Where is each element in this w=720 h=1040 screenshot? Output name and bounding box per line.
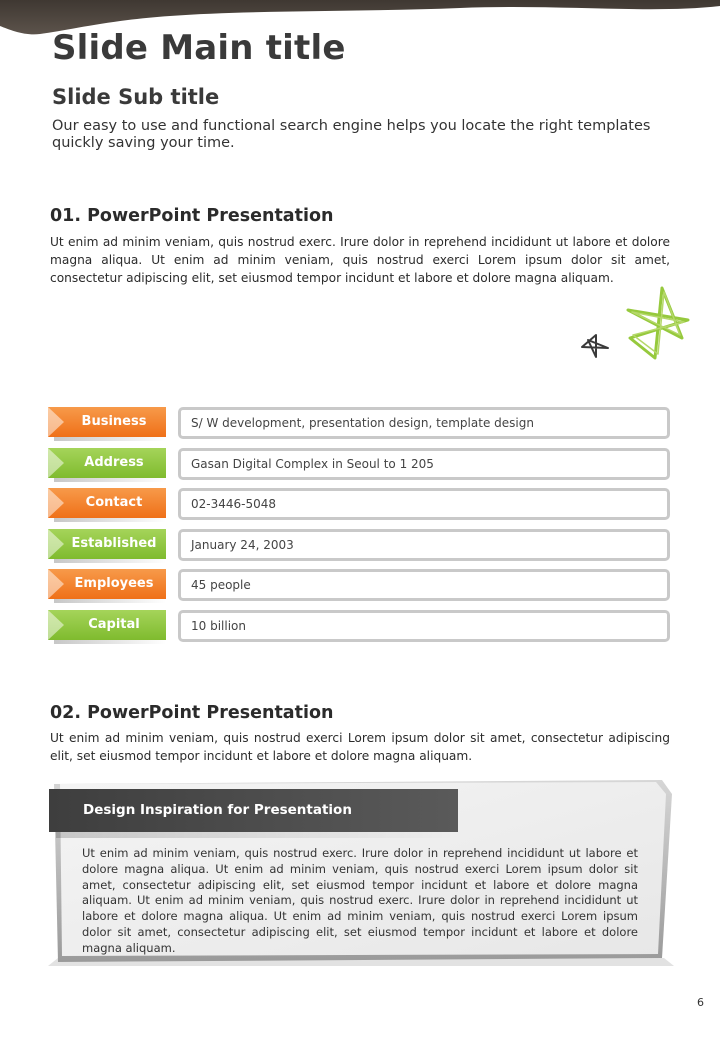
page-number: 6 — [697, 996, 704, 1009]
intro-text: Our easy to use and functional search engine helps you locate the right templates quickly saving your time. — [52, 118, 651, 151]
section-2-heading: 02. PowerPoint Presentation — [50, 703, 334, 723]
page-title: Slide Main title — [52, 28, 346, 68]
info-value: January 24, 2003 — [178, 529, 670, 561]
info-row-established — [46, 529, 670, 563]
info-value: 02-3446-5048 — [178, 488, 670, 520]
panel-title: Design Inspiration for Presentation — [83, 802, 352, 818]
info-label: Employees — [74, 576, 154, 591]
section-2-body: Ut enim ad minim veniam, quis nostrud exerci Lorem ipsum dolor sit amet, consectetur adipiscing elit, set eiusmod tempor incidunt et labore et dolore magna aliquam. — [50, 731, 670, 763]
label-tag — [48, 610, 166, 640]
info-label: Address — [84, 455, 144, 470]
info-value: 10 billion — [178, 610, 670, 642]
section-1-body: Ut enim ad minim veniam, quis nostrud exerc. Irure dolor in reprehend incididunt ut labore et dolore magna aliqua. Ut enim ad minim veniam, quis nostrud exerci Lorem ipsum dolor sit amet, consectetur adipiscing elit, set eiusmod tempor incidunt et labore et dolore magna aliquam. — [50, 235, 670, 285]
info-label: Contact — [85, 495, 143, 510]
label-tag — [48, 488, 166, 518]
design-inspiration-panel — [44, 778, 676, 970]
label-tag — [48, 448, 166, 478]
info-row-contact — [46, 488, 670, 522]
info-value: Gasan Digital Complex in Seoul to 1 205 — [178, 448, 670, 480]
section-1-heading: 01. PowerPoint Presentation — [50, 206, 334, 226]
hand-drawn-star-icon — [570, 280, 700, 370]
info-row-address — [46, 448, 670, 482]
info-value: S/ W development, presentation design, template design — [178, 407, 670, 439]
info-row-employees — [46, 569, 670, 603]
panel-body: Ut enim ad minim veniam, quis nostrud exerc. Irure dolor in reprehend incididunt ut labore et dolore magna aliqua. Ut enim ad minim veniam, quis nostrud exerci Lorem ipsum dolor sit amet, consectetur adipiscing elit, set eiusmod tempor incidunt et labore et dolore magna aliquam. Ut enim ad minim veniam, quis nostrud exerc. Irure dolor in reprehend incididunt ut labore et dolore magna aliqua. Ut enim ad minim veniam, quis nostrud exerci Lorem ipsum dolor sit amet, consectetur adipiscing elit, set eiusmod tempor incidunt et labore et dolore magna aliquam. — [82, 846, 638, 955]
label-tag — [48, 529, 166, 559]
info-label: Established — [71, 536, 157, 551]
page-subtitle: Slide Sub title — [52, 85, 220, 109]
label-tag — [48, 569, 166, 599]
label-tag — [48, 407, 166, 437]
info-label: Business — [81, 414, 147, 429]
info-row-business — [46, 407, 670, 441]
info-row-capital — [46, 610, 670, 644]
info-value: 45 people — [178, 569, 670, 601]
info-label: Capital — [88, 617, 140, 632]
